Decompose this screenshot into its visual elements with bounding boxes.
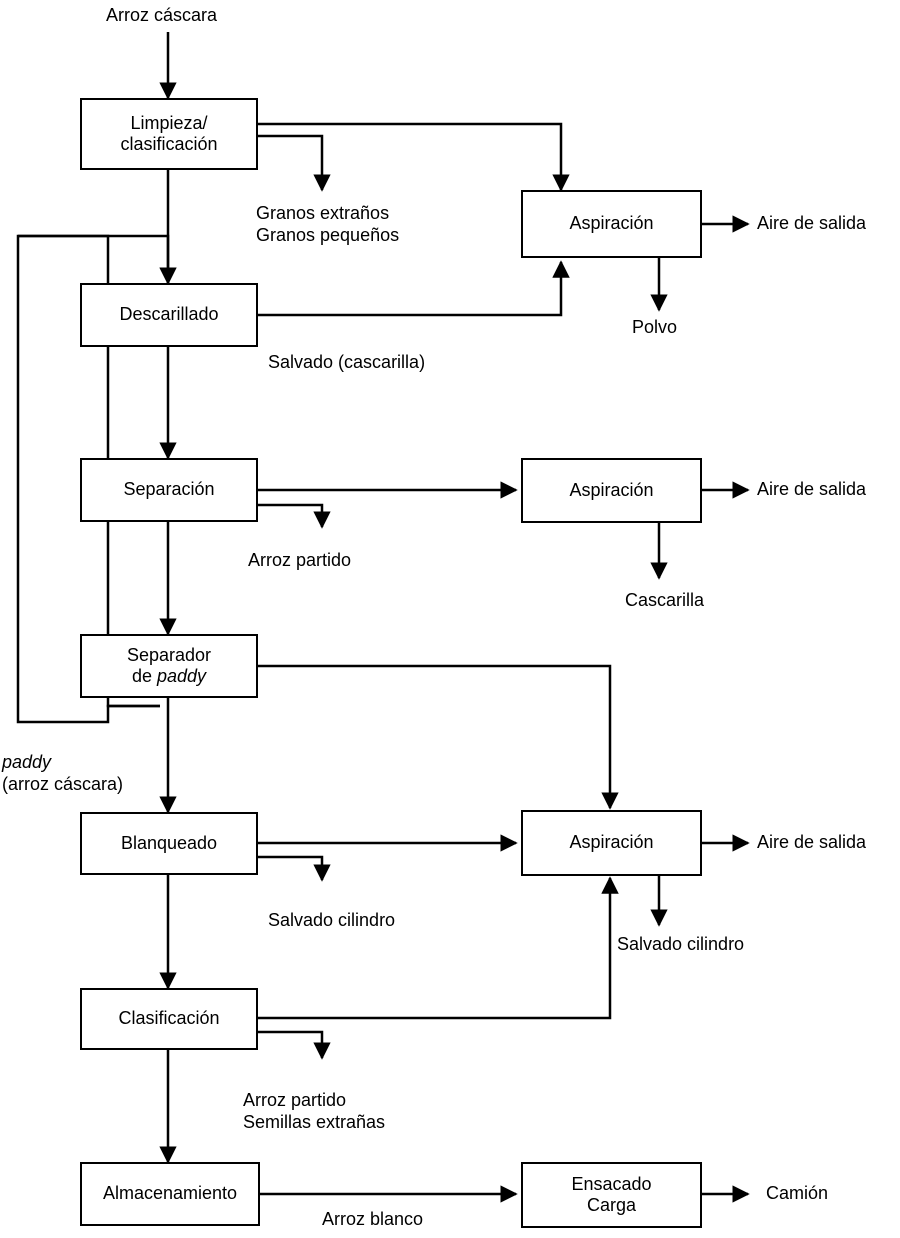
- label-arroz-partido-semillas: Arroz partido Semillas extrañas: [243, 1090, 386, 1132]
- node-descarillado[interactable]: [80, 283, 258, 347]
- node-aspiracion-2[interactable]: [521, 458, 702, 523]
- node-aspiracion-1-line-1: Aspiración: [569, 213, 654, 234]
- node-separacion[interactable]: [80, 458, 258, 522]
- node-limpieza[interactable]: [80, 98, 258, 170]
- node-ensacado-carga-line-2: Carga: [586, 1195, 637, 1215]
- label-aire-de-salida-1: Aire de salida: [757, 213, 867, 233]
- label-salvado-cilindro-1: Salvado cilindro: [268, 910, 396, 930]
- label-entrada-arroz-cascara: Arroz cáscara: [106, 5, 218, 25]
- node-limpieza-line-1: Limpieza/: [130, 112, 208, 133]
- node-blanqueado[interactable]: [80, 812, 258, 875]
- node-clasificacion-line-1: Clasificación: [118, 1008, 220, 1029]
- node-blanqueado-line-1: Blanqueado: [120, 832, 218, 853]
- node-descarillado-line-1: Descarillado: [119, 304, 219, 325]
- label-granos-extranos: Granos extraños Granos pequeños: [256, 203, 400, 245]
- node-separador-paddy[interactable]: [80, 634, 258, 698]
- node-aspiracion-2-line-1: Aspiración: [569, 479, 654, 500]
- node-limpieza-line-2: clasificación: [120, 134, 218, 154]
- node-ensacado-carga-line-1: Ensacado: [571, 1173, 652, 1194]
- node-clasificacion[interactable]: [80, 988, 258, 1050]
- label-aire-de-salida-2: Aire de salida: [757, 479, 867, 499]
- label-aire-de-salida-3: Aire de salida: [757, 832, 867, 852]
- label-polvo: Polvo: [632, 317, 678, 337]
- label-paddy-retorno: paddy (arroz cáscara): [2, 752, 124, 794]
- node-aspiracion-3[interactable]: [521, 810, 702, 876]
- label-arroz-blanco: Arroz blanco: [322, 1209, 424, 1229]
- label-salvado-cascarilla: Salvado (cascarilla): [268, 352, 426, 372]
- node-aspiracion-3-line-1: Aspiración: [569, 832, 654, 853]
- node-almacenamiento-line-1: Almacenamiento: [102, 1183, 238, 1204]
- label-cascarilla: Cascarilla: [625, 590, 705, 610]
- node-separacion-line-1: Separación: [123, 479, 215, 500]
- node-separador-paddy-line-2: de paddy: [131, 666, 207, 686]
- label-camion: Camión: [766, 1183, 829, 1203]
- node-ensacado-carga[interactable]: [521, 1162, 702, 1228]
- node-almacenamiento[interactable]: [80, 1162, 260, 1226]
- node-aspiracion-1[interactable]: [521, 190, 702, 258]
- node-separador-paddy-line-1: Separador: [126, 644, 212, 665]
- label-salvado-cilindro-2: Salvado cilindro: [617, 934, 745, 954]
- label-arroz-partido-1: Arroz partido: [248, 550, 352, 570]
